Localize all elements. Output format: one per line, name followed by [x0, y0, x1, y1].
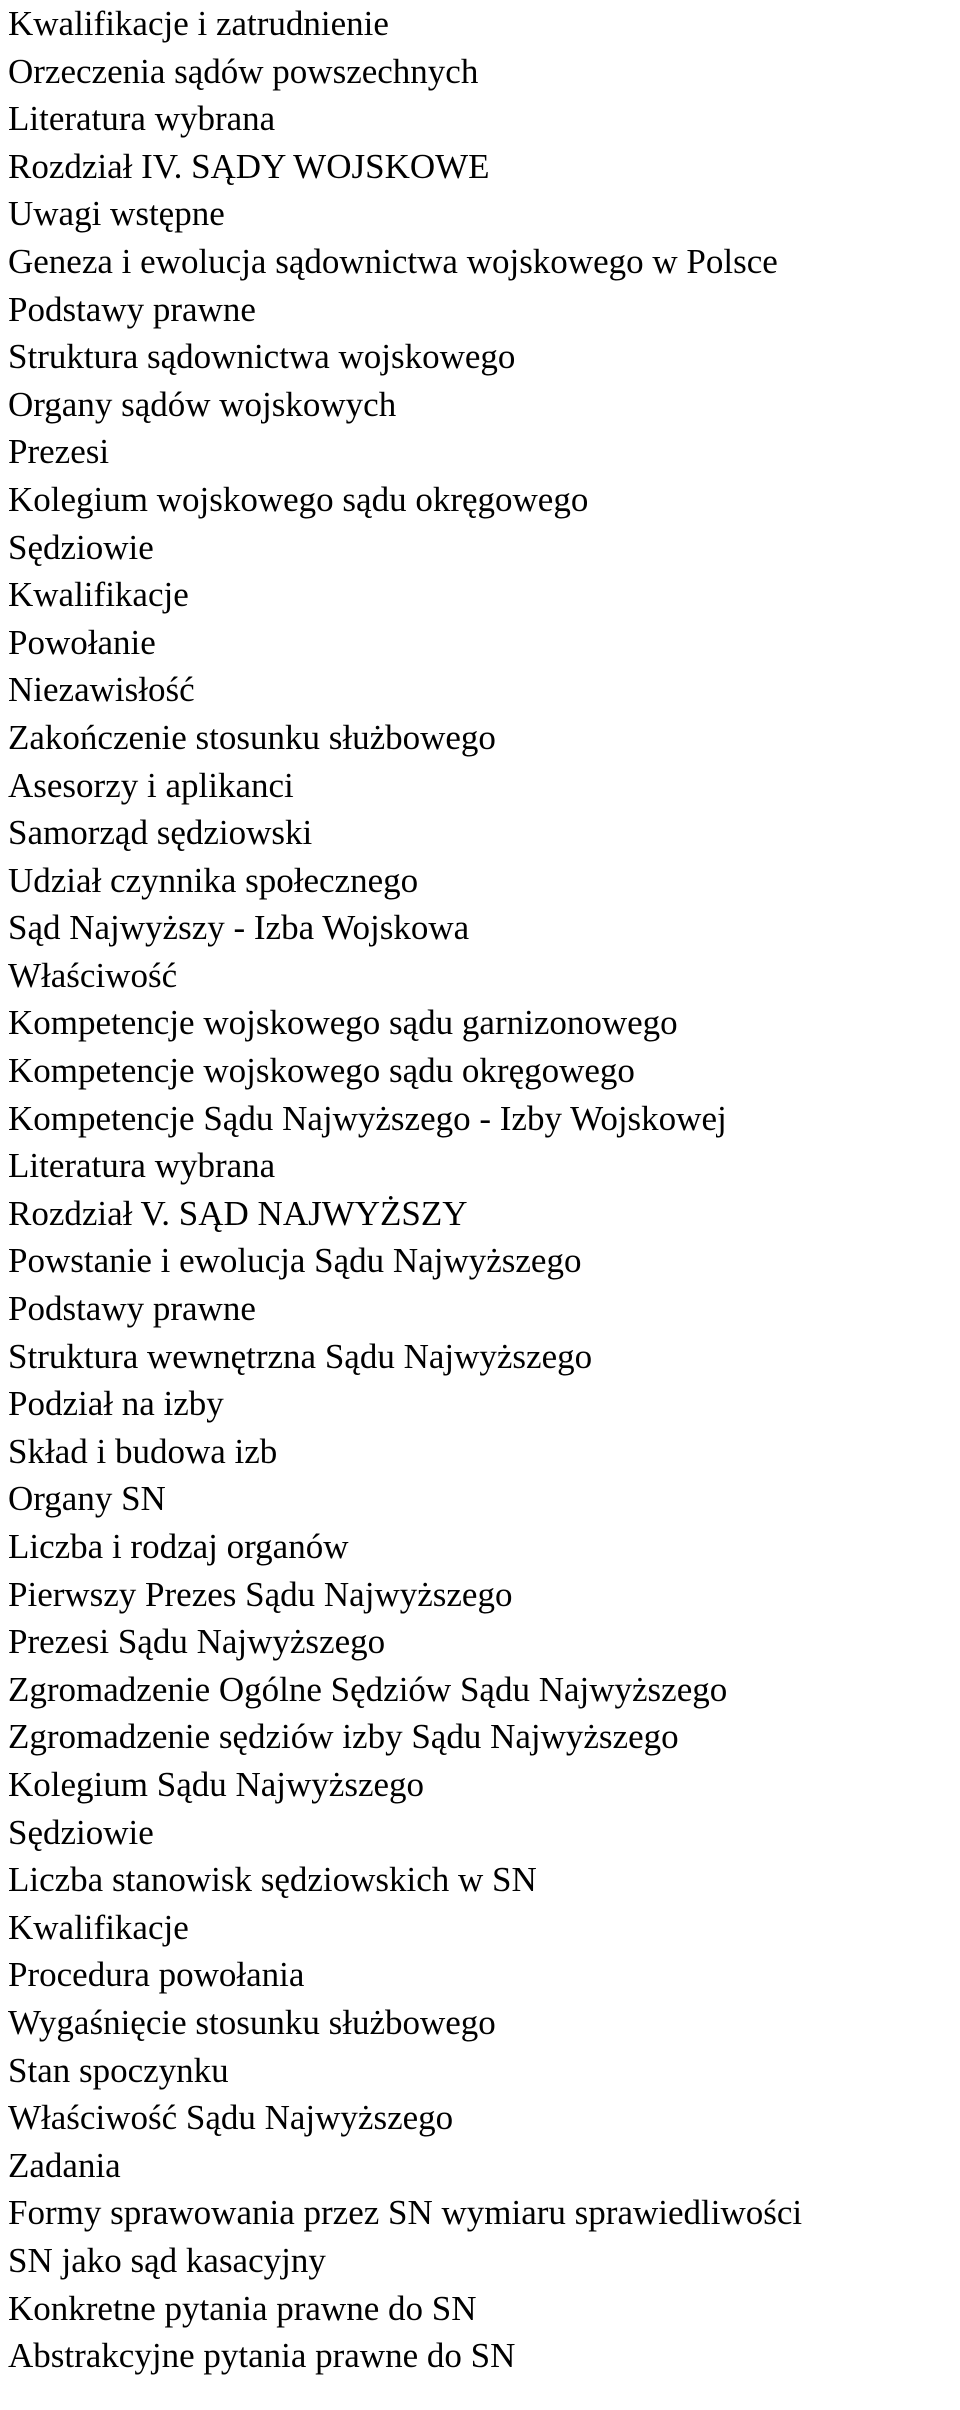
- toc-entry: SN jako sąd kasacyjny: [8, 2240, 326, 2280]
- toc-entry: Sędziowie: [8, 527, 154, 567]
- toc-entry: Skład i budowa izb: [8, 1431, 278, 1471]
- toc-entry: Zgromadzenie Ogólne Sędziów Sądu Najwyższego: [8, 1669, 728, 1709]
- toc-entry: Konkretne pytania prawne do SN: [8, 2288, 477, 2328]
- toc-entry: Kwalifikacje i zatrudnienie: [8, 4, 389, 43]
- toc-entry: Podstawy prawne: [8, 1289, 256, 1329]
- toc-entry: Stan spoczynku: [8, 2050, 229, 2090]
- toc-entry: Geneza i ewolucja sądownictwa wojskowego w Polsce: [8, 241, 778, 281]
- toc-entry: Powołanie: [8, 622, 156, 662]
- toc-entry: Kompetencje wojskowego sądu garnizonowego: [8, 1003, 678, 1043]
- toc-entry: Formy sprawowania przez SN wymiaru sprawiedliwości: [8, 2193, 803, 2233]
- toc-entry: Zadania: [8, 2145, 121, 2185]
- toc-entry: Właściwość Sądu Najwyższego: [8, 2098, 454, 2138]
- toc-entry: Kompetencje wojskowego sądu okręgowego: [8, 1051, 635, 1091]
- toc-entry: Właściwość: [8, 955, 178, 995]
- toc-entry: Orzeczenia sądów powszechnych: [8, 51, 479, 91]
- table-of-contents: [8, 0, 958, 2380]
- toc-entry: Udział czynnika społecznego: [8, 860, 419, 900]
- toc-entry: Uwagi wstępne: [8, 194, 225, 234]
- toc-entry: Kolegium Sądu Najwyższego: [8, 1764, 425, 1804]
- toc-entry: Kwalifikacje: [8, 575, 189, 615]
- toc-entry: Rozdział IV. SĄDY WOJSKOWE: [8, 146, 490, 186]
- toc-entry: Pierwszy Prezes Sądu Najwyższego: [8, 1574, 513, 1614]
- toc-entry: Podstawy prawne: [8, 289, 256, 329]
- toc-entry: Kolegium wojskowego sądu okręgowego: [8, 479, 589, 519]
- toc-entry: Literatura wybrana: [8, 1146, 276, 1186]
- toc-entry: Procedura powołania: [8, 1955, 305, 1995]
- toc-entry: Prezesi: [8, 432, 110, 472]
- toc-entry: Niezawisłość: [8, 670, 195, 710]
- toc-entry: Kwalifikacje: [8, 1907, 189, 1947]
- toc-entry: Liczba i rodzaj organów: [8, 1527, 349, 1566]
- toc-entry: Zgromadzenie sędziów izby Sądu Najwyższego: [8, 1717, 679, 1757]
- toc-entry: Zakończenie stosunku służbowego: [8, 717, 496, 757]
- toc-entry: Organy sądów wojskowych: [8, 384, 397, 424]
- toc-entry: Sąd Najwyższy - Izba Wojskowa: [8, 908, 470, 948]
- toc-entry: Podział na izby: [8, 1384, 224, 1424]
- toc-entry: Asesorzy i aplikanci: [8, 765, 294, 805]
- toc-entry: Literatura wybrana: [8, 99, 276, 139]
- toc-entry: Struktura wewnętrzna Sądu Najwyższego: [8, 1336, 593, 1376]
- toc-entry: Rozdział V. SĄD NAJWYŻSZY: [8, 1193, 468, 1233]
- toc-entry: Abstrakcyjne pytania prawne do SN: [8, 2336, 516, 2376]
- toc-entry: Samorząd sędziowski: [8, 813, 313, 853]
- toc-entry: Kompetencje Sądu Najwyższego - Izby Wojskowej: [8, 1098, 727, 1138]
- toc-entry: Powstanie i ewolucja Sądu Najwyższego: [8, 1241, 582, 1281]
- toc-entry: Liczba stanowisk sędziowskich w SN: [8, 1860, 537, 1900]
- toc-entry: Sędziowie: [8, 1812, 154, 1852]
- toc-entry: Struktura sądownictwa wojskowego: [8, 337, 516, 377]
- toc-entry: Organy SN: [8, 1479, 166, 1519]
- toc-entry: Wygaśnięcie stosunku służbowego: [8, 2002, 496, 2042]
- toc-entry: Prezesi Sądu Najwyższego: [8, 1622, 386, 1662]
